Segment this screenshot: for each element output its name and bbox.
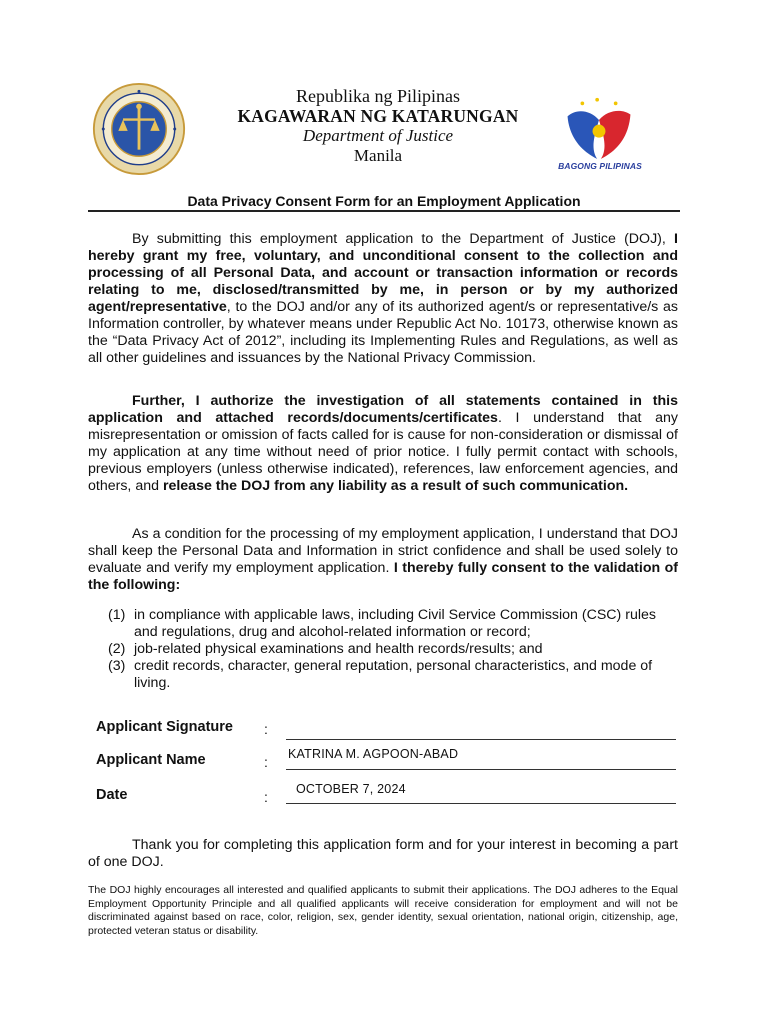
- p3-text: As a condition for the processing of my employment application, I understand that DOJ shall keep the Personal Data and Information in strict confidence and shall be used solely to evaluate and verify my employment application.: [88, 526, 678, 576]
- p2-bold: Further, I authorize the investigation of all statements contained in this application and attached records/documents/certificates: [88, 393, 678, 426]
- signature-field: [96, 719, 680, 741]
- list-number: (1): [108, 607, 126, 623]
- letterhead-agency-english: Department of Justice: [302, 126, 454, 145]
- p3-bold: I thereby fully consent to the validation of the following:: [88, 560, 678, 593]
- p1-text: By submitting this employment application to the Department of Justice (DOJ),: [132, 231, 675, 247]
- list-text: job-related physical examinations and health records/results; and: [134, 641, 543, 657]
- p1-text-end: , to the DOJ and/or any of its authorized agent/s or representative/s as Information controller, by whatever means under Republic Act No. 10173, otherwise known as the “Data Privacy Act of 2012”, including its Implementing Rules and Regulations, as well as all other guidelines and issuances by the National Privacy Commission.: [88, 299, 678, 366]
- consent-paragraph-3: [88, 526, 678, 594]
- date-value[interactable]: OCTOBER 7, 2024: [296, 782, 406, 796]
- list-text: in compliance with applicable laws, including Civil Service Commission (CSC) rules and regulations, drug and alcohol-related information or record;: [134, 607, 656, 640]
- list-number: (2): [108, 641, 126, 657]
- date-colon: :: [264, 789, 268, 805]
- date-label: Date: [96, 787, 128, 803]
- p2-bold-end: release the DOJ from any liability as a result of such communication.: [162, 478, 629, 494]
- letterhead-agency: KAGAWARAN NG KATARUNGAN: [237, 106, 519, 126]
- signature-line: [286, 739, 676, 740]
- thank-you-text: Thank you for completing this application form and for your interest in becoming a part of one DOJ.: [88, 837, 678, 870]
- thank-you-paragraph: [88, 837, 678, 871]
- letterhead-country: Republika ng Pilipinas: [296, 86, 460, 106]
- signature-label: Applicant Signature: [96, 719, 233, 735]
- date-line: [286, 803, 676, 804]
- name-colon: :: [264, 754, 268, 770]
- name-value[interactable]: KATRINA M. AGPOON-ABAD: [288, 747, 459, 761]
- p1-bold: I hereby grant my free, voluntary, and unconditional consent to the collection and processing of all Personal Data, and account or transaction information or records relating to me, disclosed/transmitted by me, in person or by my authorized agent/representative: [88, 231, 678, 315]
- list-item: [108, 658, 680, 692]
- doj-seal-logo: [92, 82, 186, 176]
- list-item: [108, 641, 680, 658]
- letterhead: [200, 86, 556, 166]
- p2-text: . I understand that any misrepresentation or omission of facts called for is cause for non-consideration or dismissal of my application at any time without need of prior notice. I fully permit contact with schools, previous employers (unless otherwise indicated), references, law enforcement agencies, and others, and: [88, 410, 678, 494]
- name-line: [286, 769, 676, 770]
- name-label: Applicant Name: [96, 752, 206, 768]
- form-title: Data Privacy Consent Form for an Employment Application: [187, 193, 581, 209]
- bagong-pilipinas-text: BAGONG PILIPINAS: [558, 161, 642, 171]
- validation-list: [108, 607, 680, 692]
- list-item: [108, 607, 680, 641]
- title-underline: [88, 210, 680, 212]
- consent-paragraph-1: [88, 231, 678, 367]
- list-number: (3): [108, 658, 126, 674]
- signature-colon: :: [264, 721, 268, 737]
- list-text: credit records, character, general reputation, personal characteristics, and mode of living.: [134, 658, 653, 691]
- letterhead-city: Manila: [353, 146, 403, 165]
- eeo-note: The DOJ highly encourages all interested and qualified applicants to submit their applications. The DOJ adheres to the Equal Employment Opportunity Principle and all qualified applicants will receive consideration for employment and will not be discriminated against based on race, color, religion, sex, gender identity, sexual orientation, national origin, citizenship, age, protected veteran status or disability.: [88, 884, 678, 937]
- date-field: [96, 782, 680, 809]
- consent-paragraph-2: [88, 393, 678, 495]
- name-field: [96, 747, 680, 774]
